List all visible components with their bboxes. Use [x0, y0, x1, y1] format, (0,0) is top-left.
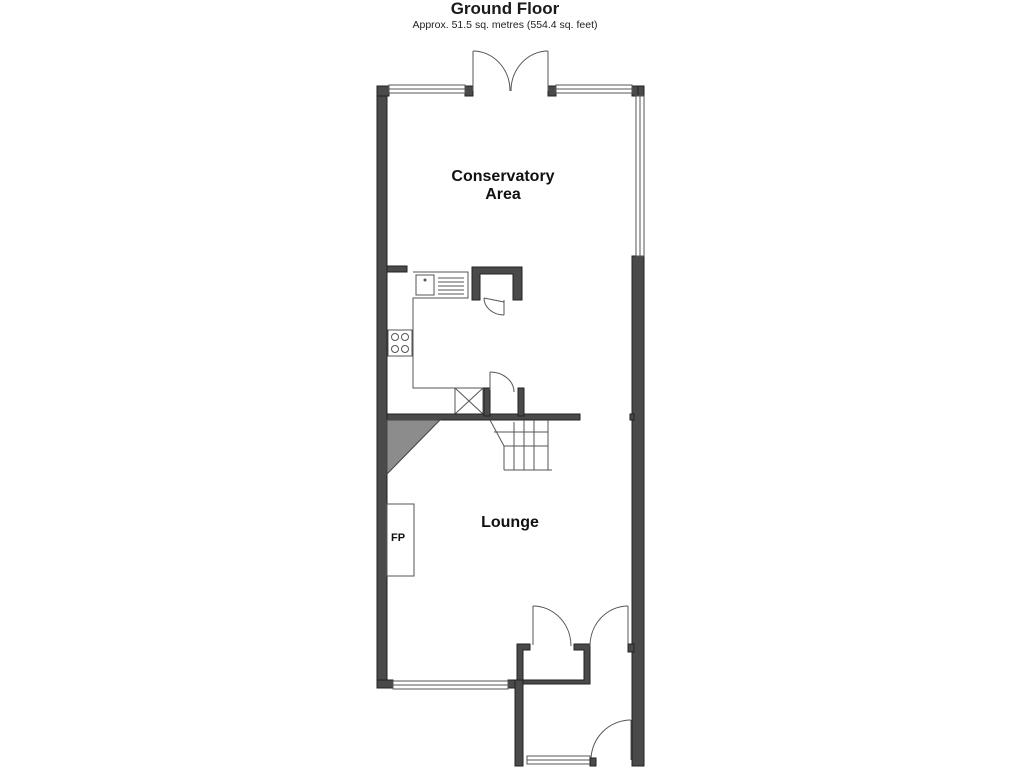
drainer-icon [438, 278, 464, 294]
french-doors [473, 51, 548, 91]
porch [515, 606, 634, 766]
plan-area-subtitle: Approx. 51.5 sq. metres (554.4 sq. feet) [412, 19, 598, 31]
conservatory-label: Conservatory [451, 168, 555, 185]
plan-title: Ground Floor [450, 0, 560, 18]
sink-icon [416, 275, 434, 295]
staircase [490, 420, 552, 470]
conservatory-label-line2: Area [485, 186, 521, 203]
fireplace-label: FP [390, 532, 406, 544]
understairs-triangle [387, 420, 440, 474]
dividing-wall [387, 372, 634, 420]
kitchen [387, 266, 522, 414]
boiler-cupboard-icon [455, 388, 483, 414]
lounge-label: Lounge [481, 514, 539, 531]
hob-icon [388, 330, 412, 356]
